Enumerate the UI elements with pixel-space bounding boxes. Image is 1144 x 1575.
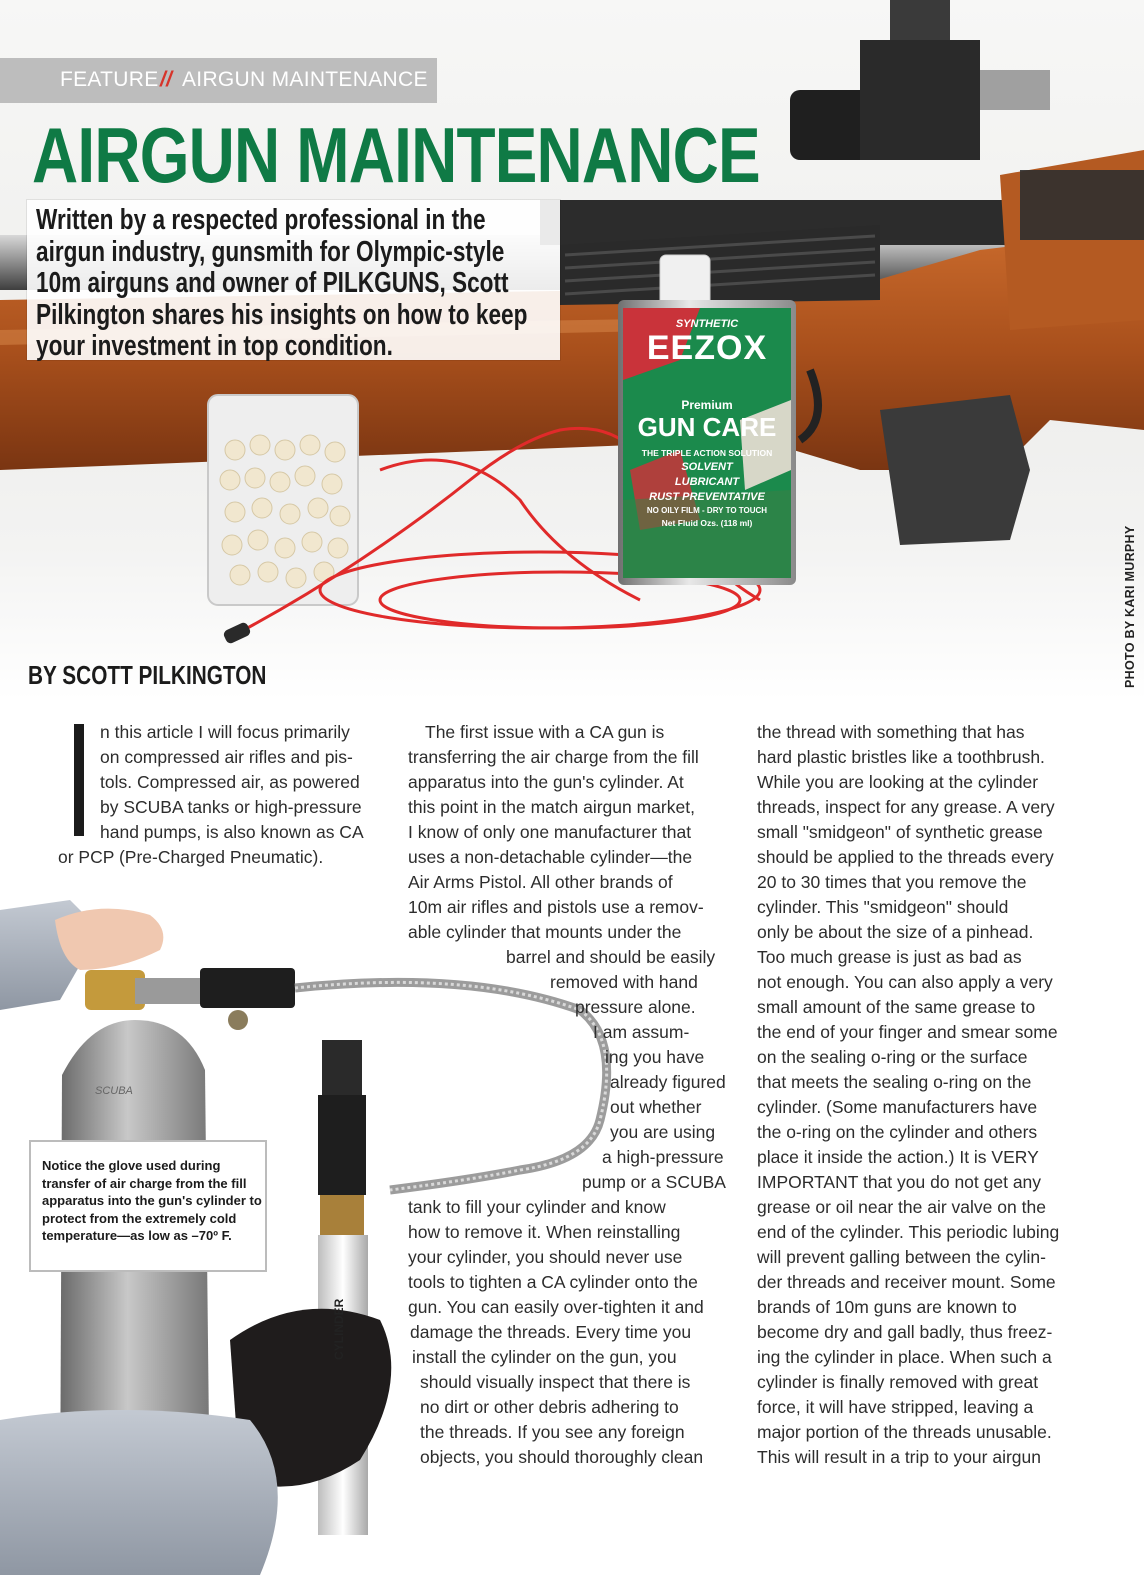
can-label-synthetic: SYNTHETIC bbox=[675, 318, 739, 330]
can-label-gun-care: GUN CARE bbox=[637, 412, 777, 442]
article-line: objects, you should thoroughly clean bbox=[420, 1447, 704, 1467]
article-line: This will result in a trip to your airgun bbox=[757, 1447, 1041, 1467]
article-line: IMPORTANT that you do not get any bbox=[757, 1172, 1042, 1192]
section-kicker bbox=[0, 58, 437, 103]
article-line: Too much grease is just as bad as bbox=[757, 947, 1022, 967]
article-line: the threads. If you see any foreign bbox=[420, 1422, 685, 1442]
article-line: only be about the size of a pinhead. bbox=[757, 922, 1034, 942]
article-line: a high-pressure bbox=[602, 1147, 724, 1167]
article-line: ing you have bbox=[605, 1047, 705, 1067]
article-line: become dry and gall badly, thus freez- bbox=[757, 1322, 1053, 1342]
can-label-volume: Net Fluid Ozs. (118 ml) bbox=[661, 518, 753, 528]
article-line: that meets the sealing o-ring on the bbox=[757, 1072, 1032, 1092]
byline: BY SCOTT PILKINGTON bbox=[28, 660, 267, 690]
article-line: transferring the air charge from the fill bbox=[408, 747, 699, 767]
article-line: hard plastic bristles like a toothbrush. bbox=[757, 747, 1045, 767]
article-title: AIRGUN MAINTENANCE bbox=[32, 111, 760, 199]
article-line: grease or oil near the air valve on the bbox=[757, 1197, 1046, 1217]
article-line: out whether bbox=[610, 1097, 702, 1117]
can-label-text bbox=[623, 318, 791, 528]
tank-stamp: SCUBA bbox=[95, 1085, 133, 1097]
article-line: While you are looking at the cylinder bbox=[757, 772, 1039, 792]
article-line: ing the cylinder in place. When such a bbox=[757, 1347, 1052, 1367]
article-line: I know of only one manufacturer that bbox=[408, 822, 692, 842]
article-line: gun. You can easily over-tighten it and bbox=[408, 1297, 704, 1317]
article-line: pump or a SCUBA bbox=[582, 1172, 726, 1192]
article-line: the o-ring on the cylinder and others bbox=[757, 1122, 1038, 1142]
article-line: the thread with something that has bbox=[757, 722, 1025, 742]
article-line: should visually inspect that there is bbox=[420, 1372, 691, 1392]
article-line: n this article I will focus primarily bbox=[100, 722, 350, 742]
article-line: no dirt or other debris adhering to bbox=[420, 1397, 679, 1417]
cylinder-label: CYLINDER bbox=[332, 1298, 346, 1360]
article-line: you are using bbox=[610, 1122, 716, 1142]
article-line: 20 to 30 times that you remove the bbox=[757, 872, 1027, 892]
article-line: the end of your finger and smear some bbox=[757, 1022, 1058, 1042]
article-line: already figured bbox=[610, 1072, 726, 1092]
article-line: I am assum- bbox=[593, 1022, 690, 1042]
article-line: cylinder is finally removed with great bbox=[757, 1372, 1039, 1392]
article-line: cylinder. (Some manufacturers have bbox=[757, 1097, 1038, 1117]
kicker-feature: FEATURE bbox=[60, 68, 159, 91]
article-line: 10m air rifles and pistols use a remov- bbox=[408, 897, 704, 917]
article-line: hand pumps, is also known as CA bbox=[100, 822, 364, 842]
article-deck bbox=[27, 200, 560, 360]
can-label-solvent: SOLVENT bbox=[681, 461, 733, 473]
photo-caption bbox=[29, 1140, 267, 1272]
article-line: force, it will have stripped, leaving a bbox=[757, 1397, 1034, 1417]
article-line: your cylinder, you should never use bbox=[408, 1247, 683, 1267]
article-line: install the cylinder on the gun, you bbox=[412, 1347, 677, 1367]
can-label-tagline: THE TRIPLE ACTION SOLUTION bbox=[641, 448, 773, 458]
article-line: on compressed air rifles and pis- bbox=[100, 747, 353, 767]
article-line: apparatus into the gun's cylinder. At bbox=[408, 772, 684, 792]
deck-text: Written by a respected professional in the airgun industry, gunsmith for Olympic-style 10m airguns and owner of PILKGUNS, Scott Pilkington shares his insights on how to keep your investment in top condition. bbox=[36, 204, 528, 362]
can-label-no-oily: NO OILY FILM - DRY TO TOUCH bbox=[646, 506, 768, 515]
article-line: by SCUBA tanks or high-pressure bbox=[100, 797, 362, 817]
article-line: this point in the match airgun market, bbox=[408, 797, 695, 817]
article-line: or PCP (Pre-Charged Pneumatic). bbox=[58, 847, 324, 867]
drop-cap-i bbox=[74, 724, 84, 836]
caption-text: Notice the glove used during transfer of air charge from the fill apparatus into the gun's cylinder to protect from the extremely cold temperature—as low as –70º F. bbox=[42, 1158, 262, 1243]
article-line: threads, inspect for any grease. A very bbox=[757, 797, 1055, 817]
can-label-rust: RUST PREVENTATIVE bbox=[649, 491, 765, 503]
article-line: end of the cylinder. This periodic lubing bbox=[757, 1222, 1060, 1242]
article-line: uses a non-detachable cylinder—the bbox=[408, 847, 693, 867]
can-label-lubricant: LUBRICANT bbox=[674, 476, 740, 488]
article-line: able cylinder that mounts under the bbox=[408, 922, 682, 942]
article-line: place it inside the action.) It is VERY bbox=[757, 1147, 1039, 1167]
article-line: not enough. You can also apply a very bbox=[757, 972, 1053, 992]
article-line: der threads and receiver mount. Some bbox=[757, 1272, 1056, 1292]
can-label-brand: EEZOX bbox=[646, 329, 768, 367]
article-line: will prevent galling between the cylin- bbox=[757, 1247, 1046, 1267]
article-line: barrel and should be easily bbox=[506, 947, 716, 967]
article-line: small "smidgeon" of synthetic grease bbox=[757, 822, 1043, 842]
article-line: how to remove it. When reinstalling bbox=[408, 1222, 681, 1242]
article-line: Air Arms Pistol. All other brands of bbox=[408, 872, 673, 892]
kicker-separator: // bbox=[160, 68, 173, 91]
article-line: brands of 10m guns are known to bbox=[757, 1297, 1017, 1317]
article-line: The first issue with a CA gun is bbox=[425, 722, 665, 742]
article-line: major portion of the threads unusable. bbox=[757, 1422, 1052, 1442]
kicker-section: AIRGUN MAINTENANCE bbox=[182, 68, 428, 91]
article-line: pressure alone. bbox=[575, 997, 696, 1017]
article-line: tools to tighten a CA cylinder onto the bbox=[408, 1272, 698, 1292]
article-line: tank to fill your cylinder and know bbox=[408, 1197, 666, 1217]
can-label-premium: Premium bbox=[681, 398, 733, 412]
article-line: should be applied to the threads every bbox=[757, 847, 1054, 867]
article-line: on the sealing o-ring or the surface bbox=[757, 1047, 1028, 1067]
article-line: cylinder. This "smidgeon" should bbox=[757, 897, 1009, 917]
article-line: small amount of the same grease to bbox=[757, 997, 1036, 1017]
article-line: tols. Compressed air, as powered bbox=[100, 772, 360, 792]
article-line: removed with hand bbox=[550, 972, 698, 992]
photo-credit: PHOTO BY KARI MURPHY bbox=[1123, 525, 1137, 688]
article-line: damage the threads. Every time you bbox=[410, 1322, 692, 1342]
